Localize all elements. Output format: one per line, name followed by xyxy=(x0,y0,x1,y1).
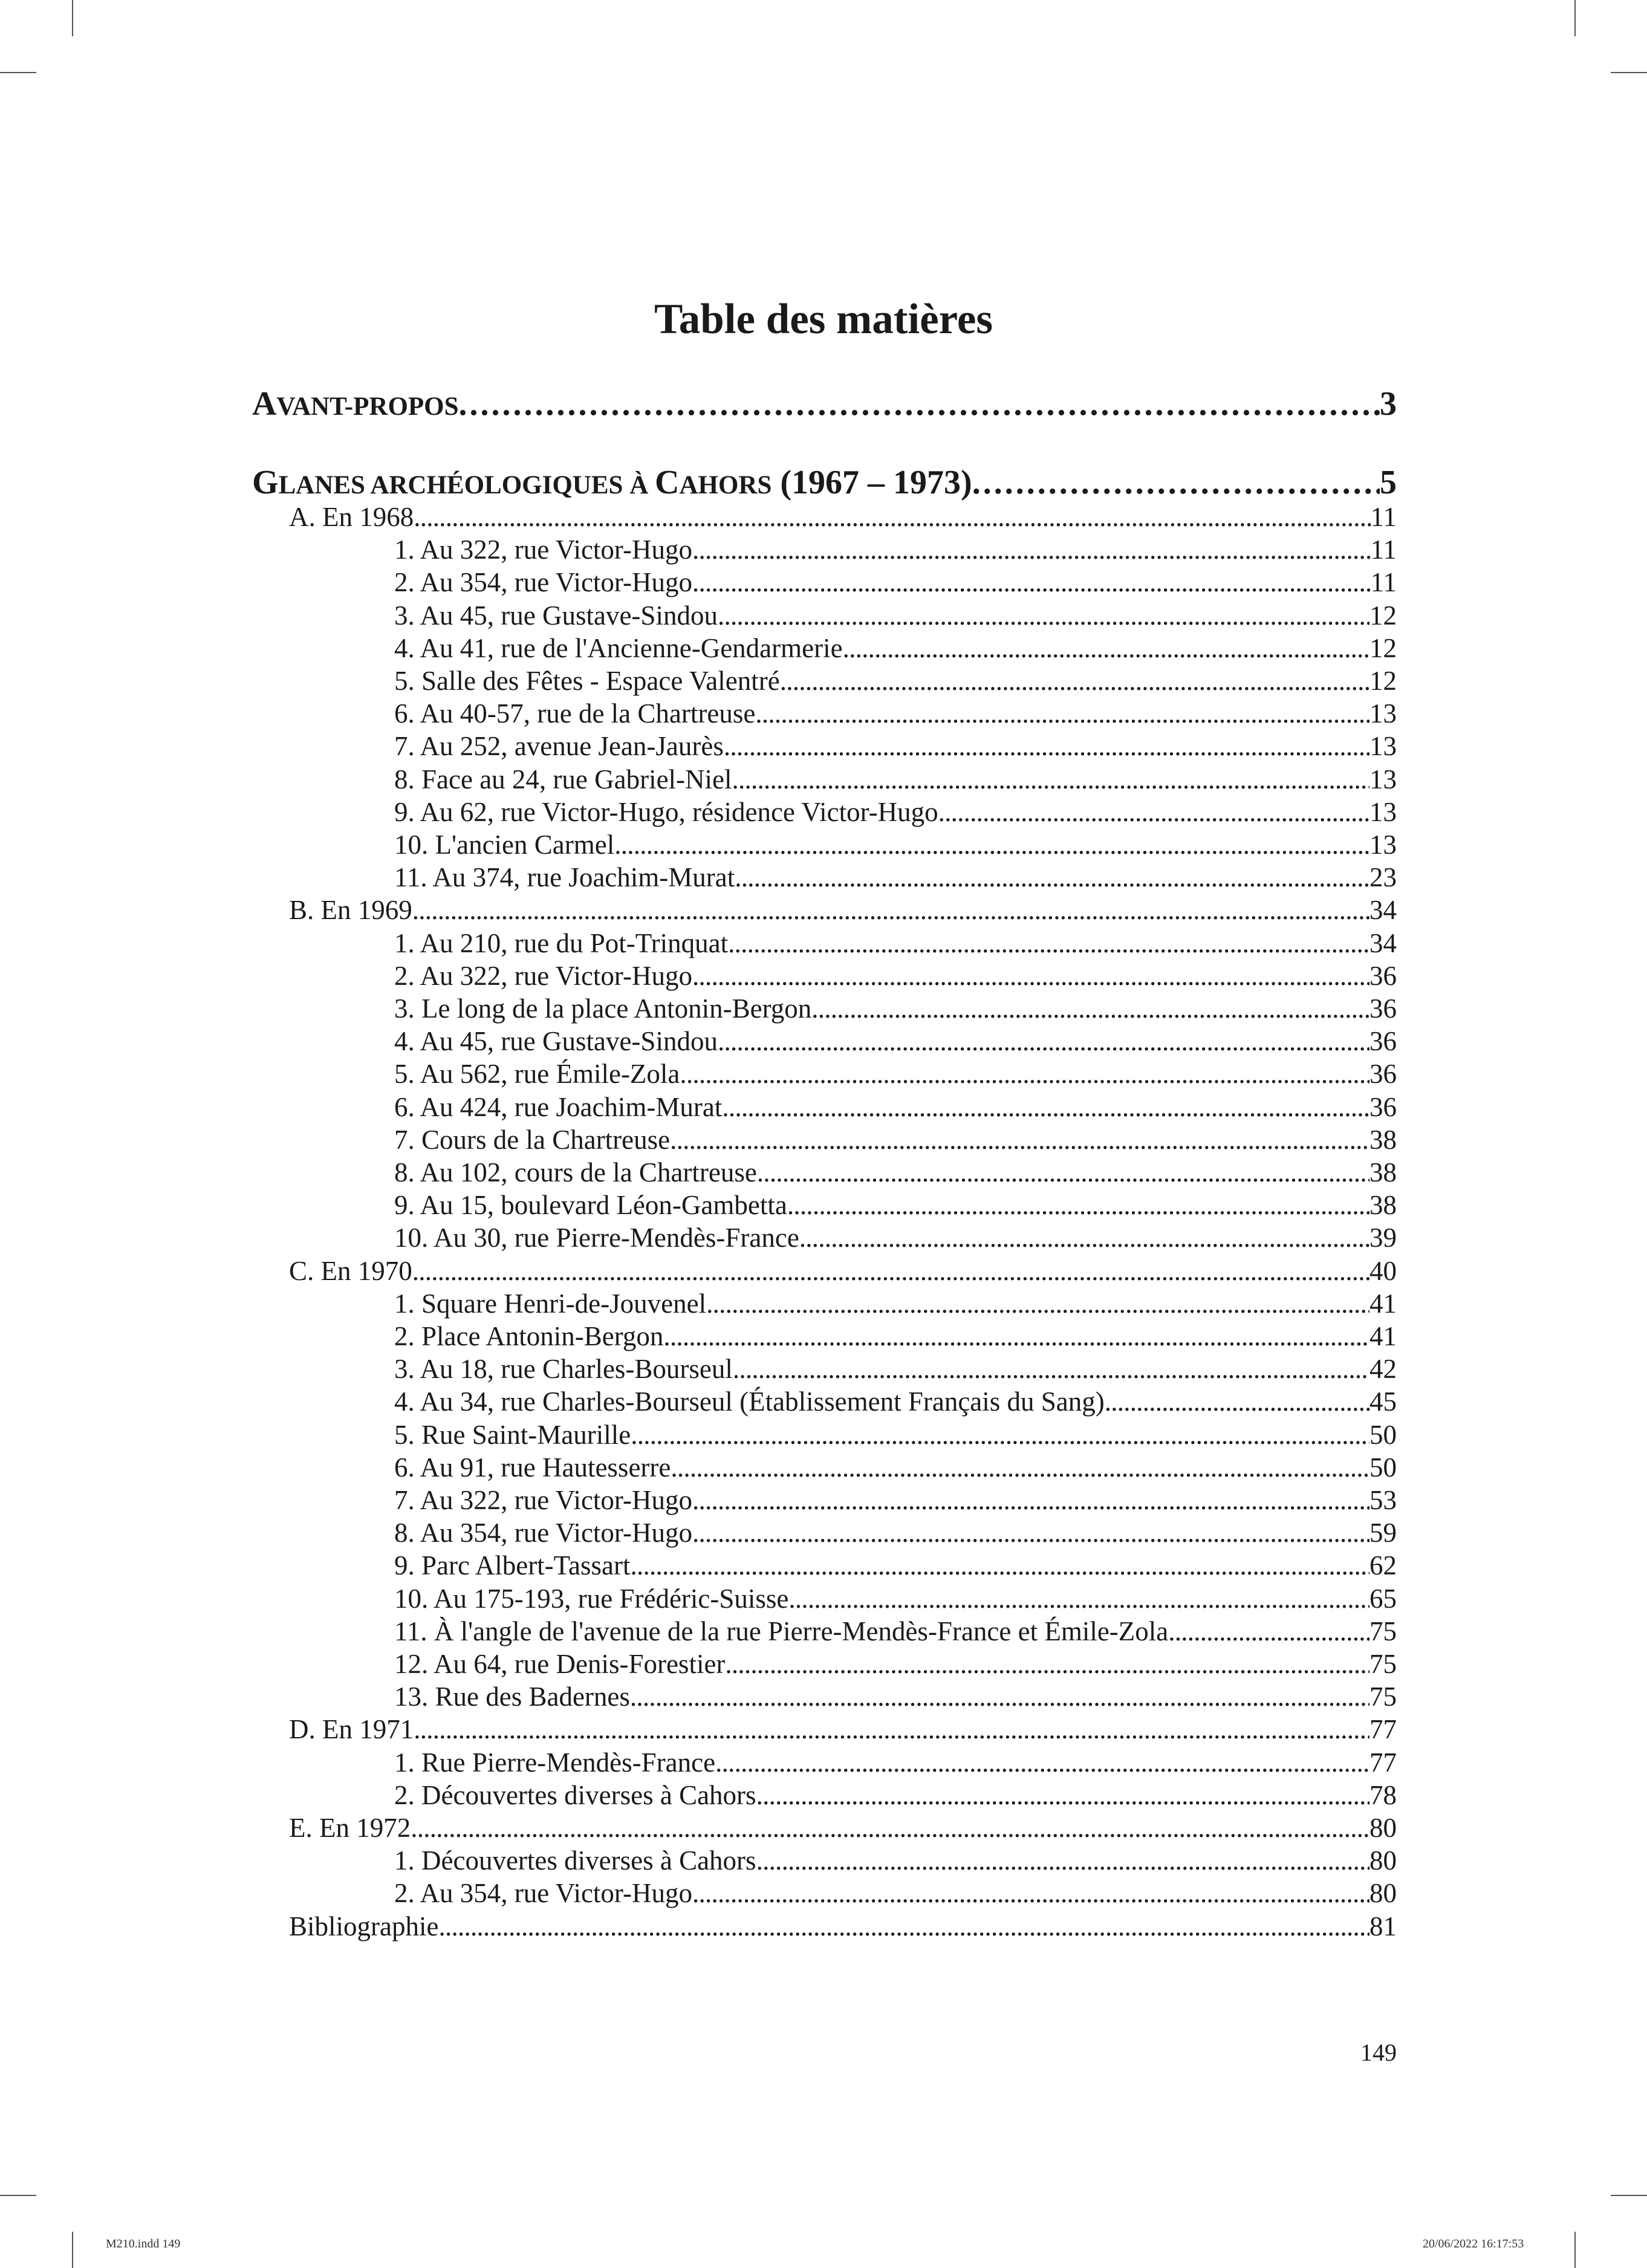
toc-entry-label: 11. À l'angle de l'avenue de la rue Pierre-Mendès-France et Émile-Zola xyxy=(394,1616,1169,1646)
toc-entry-label: 9. Au 62, rue Victor-Hugo, résidence Victor-Hugo xyxy=(394,797,938,827)
toc-page-number: 41 xyxy=(1369,1288,1397,1319)
crop-mark xyxy=(0,72,36,73)
print-slug-datetime: 20/06/2022 16:17:53 xyxy=(1423,2237,1524,2250)
toc-entry-label: 1. Square Henri-de-Jouvenel xyxy=(394,1288,707,1319)
dot-leader xyxy=(735,861,1369,894)
dot-leader xyxy=(715,1746,1369,1779)
toc-entry-label: 8. Au 354, rue Victor-Hugo xyxy=(394,1518,693,1548)
crop-mark xyxy=(0,2195,36,2196)
toc-entry[interactable] xyxy=(394,927,1397,960)
toc-page-number: 11 xyxy=(1370,535,1397,565)
dot-leader xyxy=(671,1451,1369,1484)
toc-entry[interactable] xyxy=(394,1549,1397,1582)
toc-entry-label: 6. Au 424, rue Joachim-Murat xyxy=(394,1092,723,1122)
toc-entry-label: 1. Au 210, rue du Pot-Trinquat xyxy=(394,928,729,958)
toc-section-label: GLANES ARCHÉOLOGIQUES À CAHORS (1967 – 1973) xyxy=(252,464,972,501)
dot-leader xyxy=(1168,1615,1369,1648)
dot-leader xyxy=(414,501,1370,533)
toc-page-number: 38 xyxy=(1369,1125,1397,1155)
toc-page-number: 13 xyxy=(1369,830,1397,860)
toc-chapter-entry[interactable] xyxy=(289,1713,1397,1746)
toc-page-number: 12 xyxy=(1369,633,1397,663)
print-slug-file: M210.indd 149 xyxy=(106,2237,181,2250)
dot-leader xyxy=(692,1484,1369,1516)
toc-page-number: 23 xyxy=(1369,862,1397,892)
toc-entry-label: B. En 1969 xyxy=(289,895,412,925)
toc-page-number: 13 xyxy=(1369,764,1397,794)
toc-page-number: 77 xyxy=(1369,1714,1397,1744)
dot-leader xyxy=(728,927,1369,960)
toc-section-glanes[interactable] xyxy=(252,458,1397,507)
dot-leader xyxy=(718,599,1369,632)
toc-entry[interactable] xyxy=(394,960,1397,992)
crop-mark xyxy=(1611,72,1647,73)
crop-mark xyxy=(1611,2195,1647,2196)
toc-entry-label: 13. Rue des Badernes xyxy=(394,1682,630,1712)
toc-page-number: 41 xyxy=(1369,1321,1397,1351)
toc-entry[interactable] xyxy=(394,861,1397,894)
toc-entry[interactable] xyxy=(394,1451,1397,1484)
toc-entry[interactable] xyxy=(394,632,1397,664)
toc-entry[interactable] xyxy=(394,1353,1397,1385)
dot-leader xyxy=(938,796,1369,828)
toc-entry[interactable] xyxy=(394,796,1397,828)
toc-entry[interactable] xyxy=(394,1287,1397,1320)
toc-page-number: 80 xyxy=(1369,1878,1397,1908)
toc-page-number: 11 xyxy=(1370,502,1397,532)
toc-entry[interactable] xyxy=(394,1648,1397,1680)
toc-entry[interactable] xyxy=(394,1418,1397,1451)
toc-entry[interactable] xyxy=(394,730,1397,762)
toc-entry-label: 8. Face au 24, rue Gabriel-Niel xyxy=(394,764,732,794)
toc-entry-label: 7. Au 322, rue Victor-Hugo xyxy=(394,1485,693,1515)
toc-page-number: 34 xyxy=(1369,928,1397,958)
toc-entry[interactable] xyxy=(394,828,1397,861)
dot-leader xyxy=(459,380,1380,428)
toc-entry-label: A. En 1968 xyxy=(289,502,414,532)
toc-entry[interactable] xyxy=(394,664,1397,697)
toc-page-number: 50 xyxy=(1369,1420,1397,1450)
toc-entry[interactable] xyxy=(394,533,1397,566)
toc-entry-label: C. En 1970 xyxy=(289,1256,412,1286)
page-number: 149 xyxy=(1360,2039,1397,2066)
toc-entry[interactable] xyxy=(394,1320,1397,1353)
dot-leader xyxy=(733,1353,1369,1385)
dot-leader xyxy=(788,1582,1369,1615)
toc-page-number: 13 xyxy=(1369,698,1397,729)
toc-page-number: 53 xyxy=(1369,1485,1397,1515)
toc-entry[interactable] xyxy=(394,1123,1397,1156)
dot-leader xyxy=(757,1156,1369,1189)
toc-page-number: 75 xyxy=(1369,1682,1397,1712)
dot-leader xyxy=(614,828,1369,861)
toc-entry-label: 7. Au 252, avenue Jean-Jaurès xyxy=(394,731,724,761)
toc-entry-label: 1. Au 322, rue Victor-Hugo xyxy=(394,535,693,565)
toc-entry[interactable] xyxy=(394,1484,1397,1516)
toc-entry[interactable] xyxy=(394,697,1397,730)
toc-entry-label: 11. Au 374, rue Joachim-Murat xyxy=(394,862,735,892)
dot-leader xyxy=(670,1123,1369,1156)
dot-leader xyxy=(692,1877,1369,1909)
toc-chapter-entry[interactable] xyxy=(289,1255,1397,1287)
toc-entry-label: Bibliographie xyxy=(289,1911,439,1941)
dot-leader xyxy=(780,664,1369,697)
dot-leader xyxy=(724,730,1369,762)
dot-leader xyxy=(811,992,1369,1025)
toc-entry-label: 2. Au 354, rue Victor-Hugo xyxy=(394,567,693,597)
toc-page-number: 75 xyxy=(1369,1616,1397,1646)
dot-leader xyxy=(799,1221,1369,1254)
toc-entry-label: 1. Rue Pierre-Mendès-France xyxy=(394,1747,716,1778)
dot-leader xyxy=(718,1025,1369,1058)
toc-page-number: 80 xyxy=(1369,1845,1397,1876)
toc-entry[interactable] xyxy=(394,1156,1397,1189)
toc-entry-label: 10. L'ancien Carmel xyxy=(394,830,615,860)
dot-leader xyxy=(1105,1385,1369,1418)
toc-page-number: 38 xyxy=(1369,1190,1397,1220)
toc-page-number: 65 xyxy=(1369,1584,1397,1614)
toc-entry-label: 7. Cours de la Chartreuse xyxy=(394,1125,671,1155)
dot-leader xyxy=(412,894,1369,926)
dot-leader xyxy=(843,632,1369,664)
toc-entry-label: 8. Au 102, cours de la Chartreuse xyxy=(394,1157,757,1188)
toc-page-number: 81 xyxy=(1369,1911,1397,1941)
page-title: Table des matières xyxy=(654,296,993,343)
toc-entry[interactable] xyxy=(394,1221,1397,1254)
toc-entry-label: 1. Découvertes diverses à Cahors xyxy=(394,1845,756,1876)
toc-page-number: 36 xyxy=(1369,1026,1397,1056)
toc-chapter-entry[interactable] xyxy=(289,894,1397,926)
toc-entry-label: 5. Rue Saint-Maurille xyxy=(394,1420,631,1450)
toc-entry[interactable] xyxy=(394,1680,1397,1713)
toc-page-number: 59 xyxy=(1369,1518,1397,1548)
toc-entry[interactable] xyxy=(394,992,1397,1025)
dot-leader xyxy=(692,533,1371,566)
toc-entry-label: 4. Au 45, rue Gustave-Sindou xyxy=(394,1026,718,1056)
toc-page-number: 36 xyxy=(1369,1092,1397,1122)
toc-page-number: 75 xyxy=(1369,1649,1397,1679)
toc-entry[interactable] xyxy=(394,599,1397,632)
toc-page-number: 77 xyxy=(1369,1747,1397,1778)
toc-entry-label: 12. Au 64, rue Denis-Forestier xyxy=(394,1649,726,1679)
toc-entry[interactable] xyxy=(394,1516,1397,1549)
toc-page-number: 45 xyxy=(1369,1386,1397,1417)
crop-mark xyxy=(1574,2232,1576,2268)
toc-entry-label: 5. Salle des Fêtes - Espace Valentré xyxy=(394,666,780,696)
toc-page-number: 36 xyxy=(1369,993,1397,1024)
toc-entry-label: 4. Au 41, rue de l'Ancienne-Gendarmerie xyxy=(394,633,843,663)
dot-leader xyxy=(972,458,1380,507)
toc-entry-label: 5. Au 562, rue Émile-Zola xyxy=(394,1059,680,1089)
toc-page-number: 50 xyxy=(1369,1452,1397,1483)
toc-entry-label: 3. Le long de la place Antonin-Bergon xyxy=(394,993,812,1024)
toc-section-label: AVANT-PROPOS xyxy=(252,385,459,423)
dot-leader xyxy=(680,1058,1369,1090)
toc-entry-label: E. En 1972 xyxy=(289,1813,411,1843)
toc-entry-label: 6. Au 40-57, rue de la Chartreuse xyxy=(394,698,756,729)
toc-entry[interactable] xyxy=(394,763,1397,796)
toc-entry-label: 2. Au 354, rue Victor-Hugo xyxy=(394,1878,693,1908)
toc-page-number: 40 xyxy=(1369,1256,1397,1286)
toc-entry[interactable] xyxy=(394,1877,1397,1909)
crop-mark xyxy=(1574,0,1576,36)
dot-leader xyxy=(692,960,1369,992)
toc-entry[interactable] xyxy=(394,566,1397,599)
dot-leader xyxy=(755,697,1369,730)
toc-entry[interactable] xyxy=(394,1746,1397,1779)
toc-entry-label: 10. Au 175-193, rue Frédéric-Suisse xyxy=(394,1584,789,1614)
dot-leader xyxy=(787,1189,1369,1221)
toc-entry-label: 2. Place Antonin-Bergon xyxy=(394,1321,664,1351)
toc-page-number: 12 xyxy=(1369,666,1397,696)
toc-section-avant-propos[interactable] xyxy=(252,380,1397,428)
toc-entry-label: 2. Découvertes diverses à Cahors xyxy=(394,1780,756,1810)
toc-page-number: 36 xyxy=(1369,1059,1397,1089)
dot-leader xyxy=(411,1811,1369,1844)
toc-page-number: 38 xyxy=(1369,1157,1397,1188)
dot-leader xyxy=(631,1418,1369,1451)
toc-page-number: 42 xyxy=(1369,1354,1397,1384)
toc-page-number: 13 xyxy=(1369,731,1397,761)
dot-leader xyxy=(722,1091,1369,1123)
dot-leader xyxy=(692,566,1371,599)
toc-page-number: 5 xyxy=(1380,464,1397,501)
toc-page-number: 80 xyxy=(1369,1813,1397,1843)
toc-page-number: 3 xyxy=(1380,385,1397,423)
toc-entry-label: 10. Au 30, rue Pierre-Mendès-France xyxy=(394,1223,799,1253)
toc-chapter-entry[interactable] xyxy=(289,501,1397,533)
toc-entry-label: 3. Au 45, rue Gustave-Sindou xyxy=(394,600,718,631)
dot-leader xyxy=(756,1779,1369,1811)
toc-entry[interactable] xyxy=(394,1091,1397,1123)
dot-leader xyxy=(725,1648,1369,1680)
toc-page-number: 39 xyxy=(1369,1223,1397,1253)
toc-page-number: 78 xyxy=(1369,1780,1397,1810)
toc-entry[interactable] xyxy=(394,1779,1397,1811)
toc-entry[interactable] xyxy=(394,1189,1397,1221)
dot-leader xyxy=(438,1910,1369,1943)
toc-page-number: 34 xyxy=(1369,895,1397,925)
dot-leader xyxy=(732,763,1369,796)
toc-entry[interactable] xyxy=(394,1385,1397,1418)
dot-leader xyxy=(663,1320,1369,1353)
toc-entry[interactable] xyxy=(394,1844,1397,1877)
crop-mark xyxy=(72,0,73,36)
toc-entry-label: 9. Au 15, boulevard Léon-Gambetta xyxy=(394,1190,787,1220)
dot-leader xyxy=(412,1255,1369,1287)
dot-leader xyxy=(706,1287,1369,1320)
toc-entry[interactable] xyxy=(394,1615,1397,1648)
toc-page-number: 12 xyxy=(1369,600,1397,631)
toc-entry-label: 6. Au 91, rue Hautesserre xyxy=(394,1452,671,1483)
toc-entry-label: 9. Parc Albert-Tassart xyxy=(394,1550,631,1581)
toc-chapter-entry[interactable] xyxy=(289,1811,1397,1844)
toc-chapter-entry[interactable] xyxy=(289,1910,1397,1943)
toc-page-number: 36 xyxy=(1369,961,1397,991)
toc-entry[interactable] xyxy=(394,1025,1397,1058)
toc-entry-label: 4. Au 34, rue Charles-Bourseul (Établissement Français du Sang) xyxy=(394,1386,1105,1417)
dot-leader xyxy=(630,1549,1369,1582)
toc-page-number: 62 xyxy=(1369,1550,1397,1581)
toc-entry[interactable] xyxy=(394,1058,1397,1090)
toc-entry-label: D. En 1971 xyxy=(289,1714,414,1744)
crop-mark xyxy=(72,2232,73,2268)
toc-entry-label: 2. Au 322, rue Victor-Hugo xyxy=(394,961,693,991)
toc-entry[interactable] xyxy=(394,1582,1397,1615)
dot-leader xyxy=(630,1680,1369,1713)
dot-leader xyxy=(692,1516,1369,1549)
toc-page-number: 11 xyxy=(1370,567,1397,597)
dot-leader xyxy=(414,1713,1369,1746)
toc-entry-label: 3. Au 18, rue Charles-Bourseul xyxy=(394,1354,733,1384)
dot-leader xyxy=(756,1844,1369,1877)
toc-page-number: 13 xyxy=(1369,797,1397,827)
